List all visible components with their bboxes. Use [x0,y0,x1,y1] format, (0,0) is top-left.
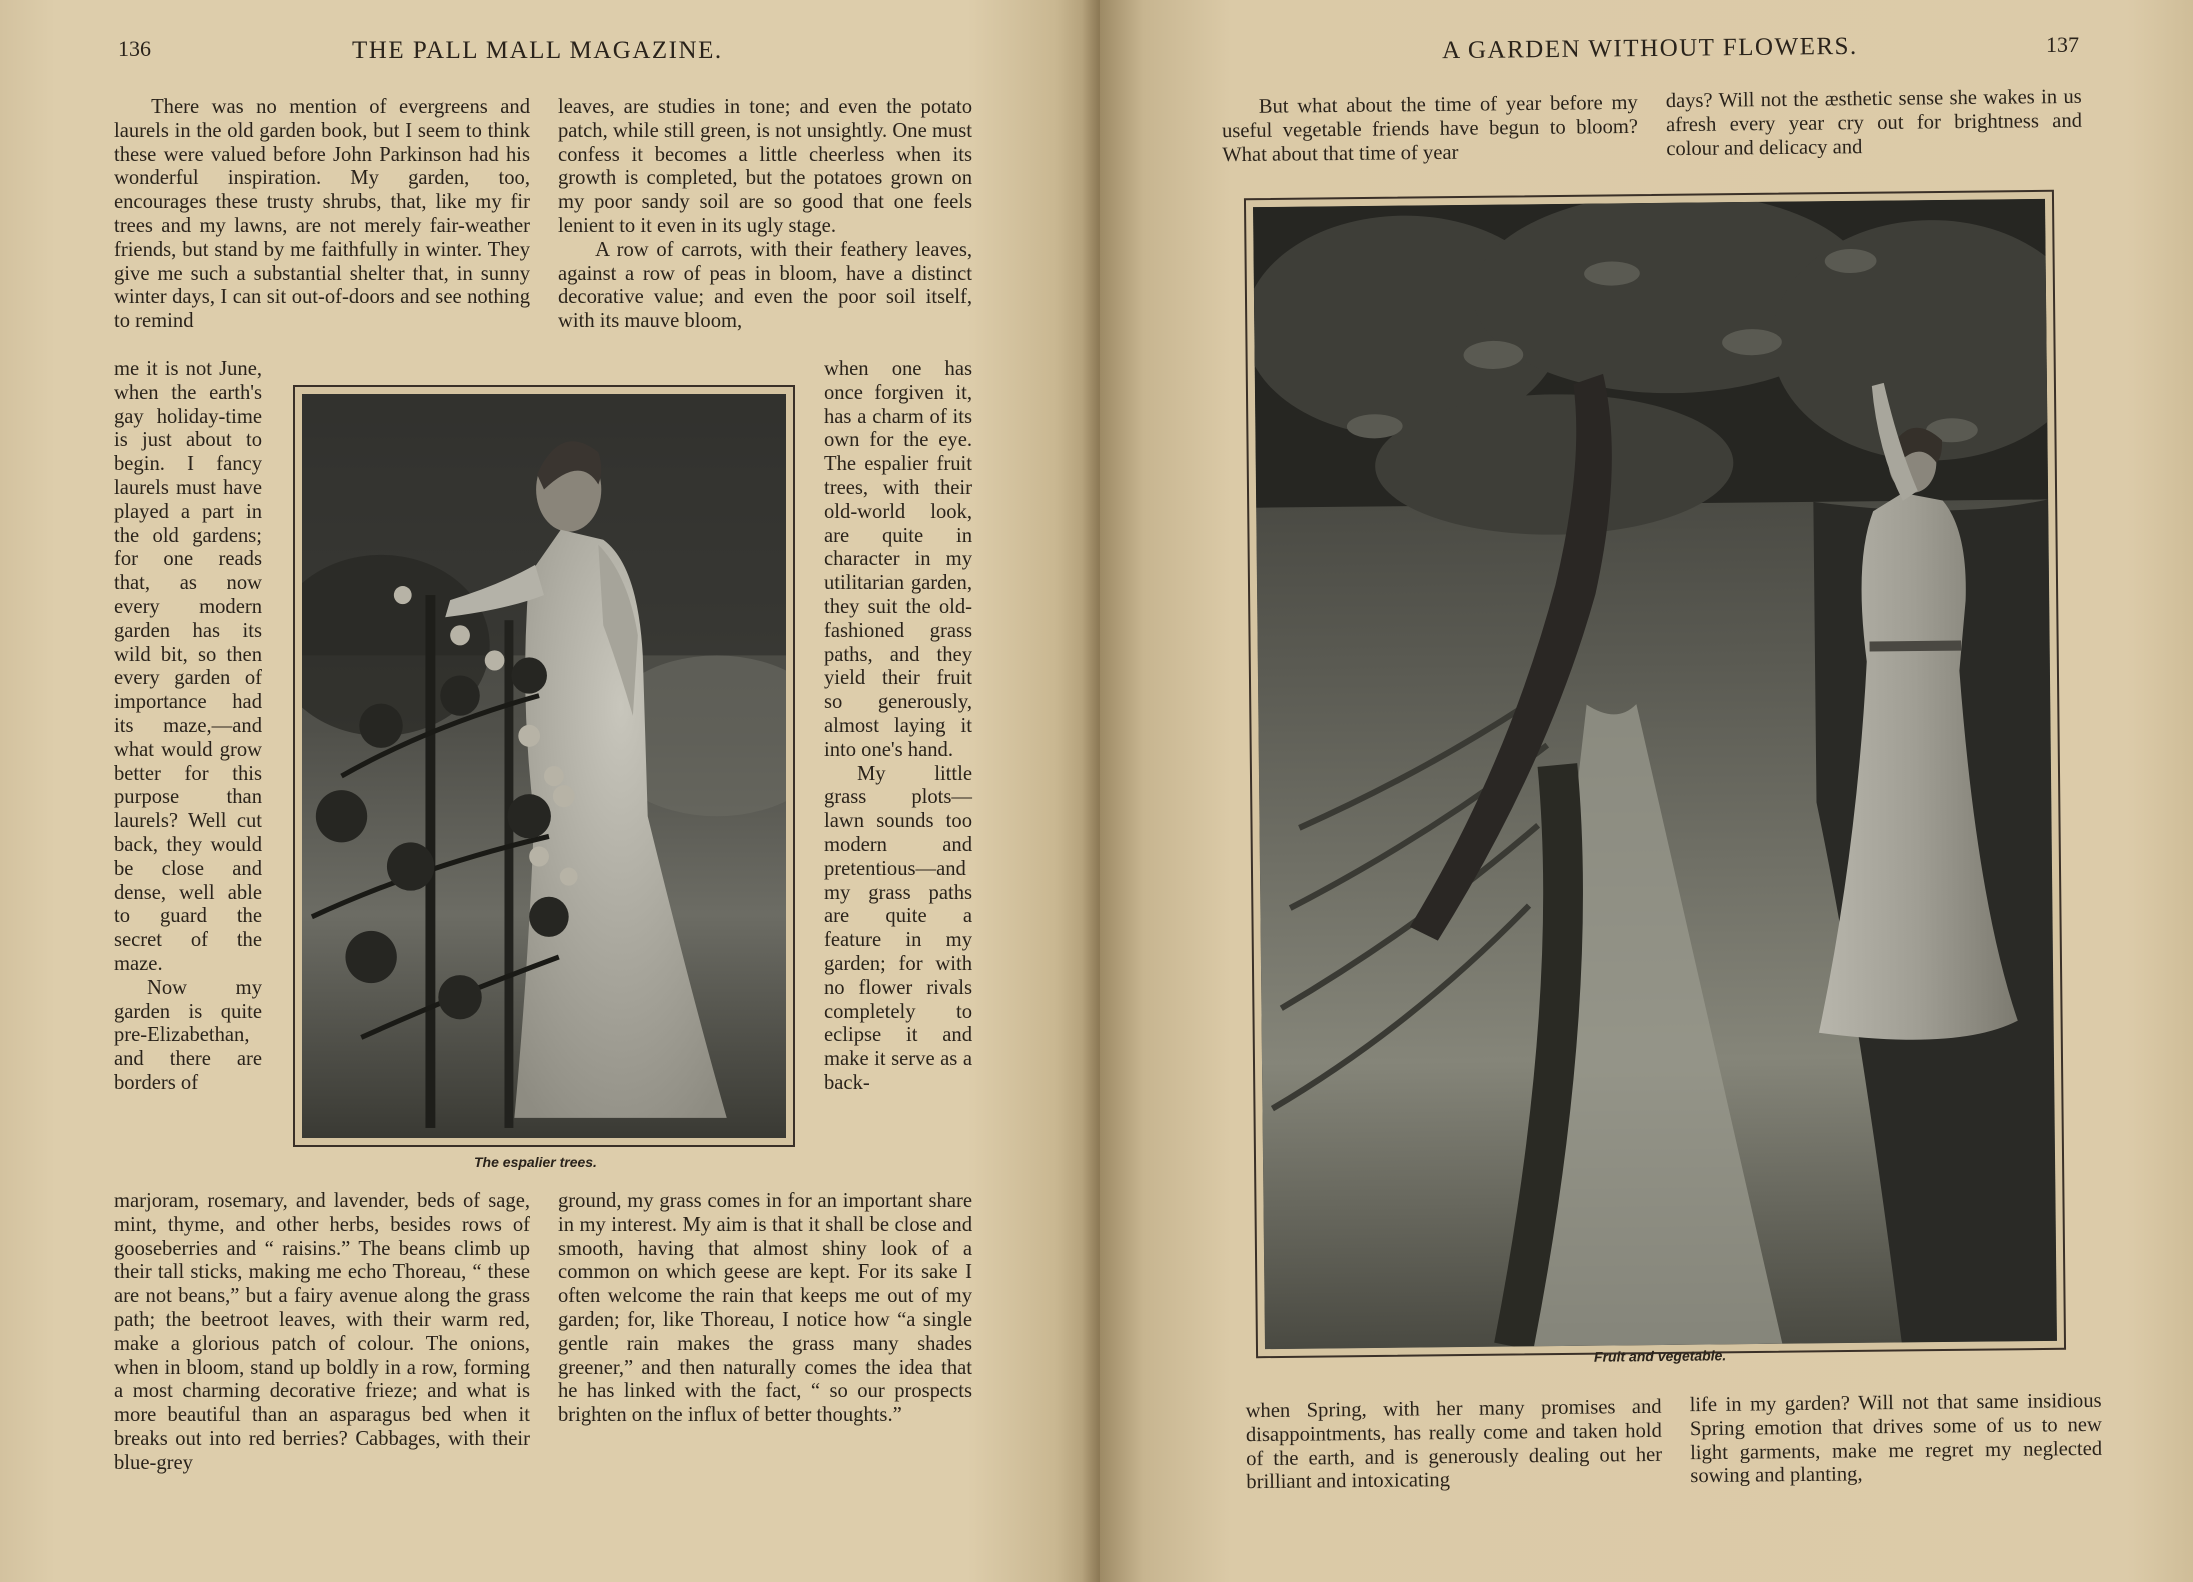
photo-fruit-and-vegetable [1253,199,2057,1349]
right-col2-bottom [1690,1390,2103,1489]
left-col2-narrow-text-b: My little grass plots—lawn sounds too modern and pretentious—and my grass paths are quite a feature in my garden; for with no flower rivals completely to eclipse it and make it serve as a back- [824,762,972,1094]
left-col1-top-text: There was no mention of evergreens and laurels in the old garden book, but I seem to think these were valued before John Parkinson had his wonderful inspiration. My garden, too, encourages these trusty shrubs, that, like my fir trees and my lawns, are not merely fair-weather friends, but stand by me faithfully in winter. They give me such a substantial shelter that, in sunny winter days, I can sit out-of-doors and see nothing to remind [114,96,530,333]
left-col2-bottom [558,1190,972,1428]
right-col1-bottom-text: when Spring, with her many promises and disappointments, has really come and taken hold of the earth, and is generously dealing out her brilliant and intoxicating [1245,1395,1663,1494]
right-col2-top [1666,86,2083,162]
left-col2-bottom-text: ground, my grass comes in for an important share in my interest. My aim is that it shall be close and smooth, having that almost shiny look of a common on which geese are kept. For its sake I often welcome the rain that keeps me out of my garden; for, like Thoreau, I notice how “a single gentle rain makes the grass many shades greener,” and then naturally comes the idea that he has linked with the fact, “ so our prospects brighten on the influx of better thoughts.” [558,1190,972,1427]
right-col2-top-text: days? Will not the æsthetic sense she wakes in us afresh every year cry out for brightness and colour and delicacy and [1665,85,2083,160]
figure-espalier [293,385,795,1147]
running-head-left: THE PALL MALL MAGAZINE. [352,37,723,64]
right-col1-top-text: But what about the time of year before my useful vegetable friends have begun to bloom? What about that time of year [1221,91,1639,166]
left-col2-narrow-text-a: when one has once forgiven it, has a charm of its own for the eye. The espalier fruit trees, with their old-world look, are quite in character in my utilitarian garden, they suit the old-fashioned grass paths, and they yield their fruit so generously, almost laying it into one's hand. [824,358,972,761]
caption-espalier: The espalier trees. [474,1154,597,1170]
photo-espalier-trees [302,394,786,1138]
caption-fruit-vegetable: Fruit and vegetable. [1593,1347,1727,1365]
running-head-right: A GARDEN WITHOUT FLOWERS. [1441,32,1858,65]
left-col2-top-text-a: leaves, are studies in tone; and even the potato patch, while still green, is not unsightly. One must confess it becomes a little cheerless when its growth is completed, but the potatoes grown on my poor sandy soil are so good that one feels lenient to it even in its ugly stage. [558,96,972,237]
page-number-right: 137 [2046,32,2079,57]
left-col1-bottom [114,1190,530,1476]
right-page [1100,0,2193,1582]
left-col1-narrow-text-b: Now my garden is quite pre-Elizabethan, and there are borders of [114,976,262,1094]
right-col2-bottom-text: life in my garden? Will not that same insidious Spring emotion that drives some of us to new light garments, make me regret my neglected sowing and planting, [1689,1389,2103,1488]
left-col2-top [558,96,972,334]
left-col1-bottom-text: marjoram, rosemary, and lavender, beds of sage, mint, thyme, and other herbs, besides rows of gooseberries and “ raisins.” The beans climb up their tall sticks, making me echo Thoreau, “ these are not beans,” but a fairy avenue along the grass path; the beetroot leaves, with their warm red, make a glorious patch of colour. The onions, when in bloom, stand up boldly in a row, forming a most charming decorative frieze; and what is more beautiful than an asparagus bed when it breaks out into red berries? Cabbages, with their blue-grey [114,1190,530,1474]
left-col1-narrow-text-a: me it is not June, when the earth's gay holiday-time is just about to begin. I fancy laurels must have played a part in the old gardens; for one reads that, as now every modern garden has its wild bit, so then every garden of importance had its maze,—and what would grow better for this purpose than laurels? Well cut back, they would be close and dense, well able to guard the secret of the maze. [114,358,262,975]
left-col2-top-text-b: A row of carrots, with their feathery leaves, against a row of peas in bloom, have a distinct decorative value; and even the poor soil itself, with its mauve bloom, [558,238,972,333]
page-number-left: 136 [118,36,151,61]
espalier-photo-graphic [302,394,786,1138]
right-col1-bottom [1246,1396,1663,1496]
left-col1-top [114,96,530,334]
left-col1-narrow [114,358,262,1096]
fruit-vegetable-photo-graphic [1253,199,2057,1349]
left-col2-narrow [824,358,972,1096]
right-col1-top [1222,92,1639,168]
figure-fruit-vegetable [1244,190,2066,1358]
